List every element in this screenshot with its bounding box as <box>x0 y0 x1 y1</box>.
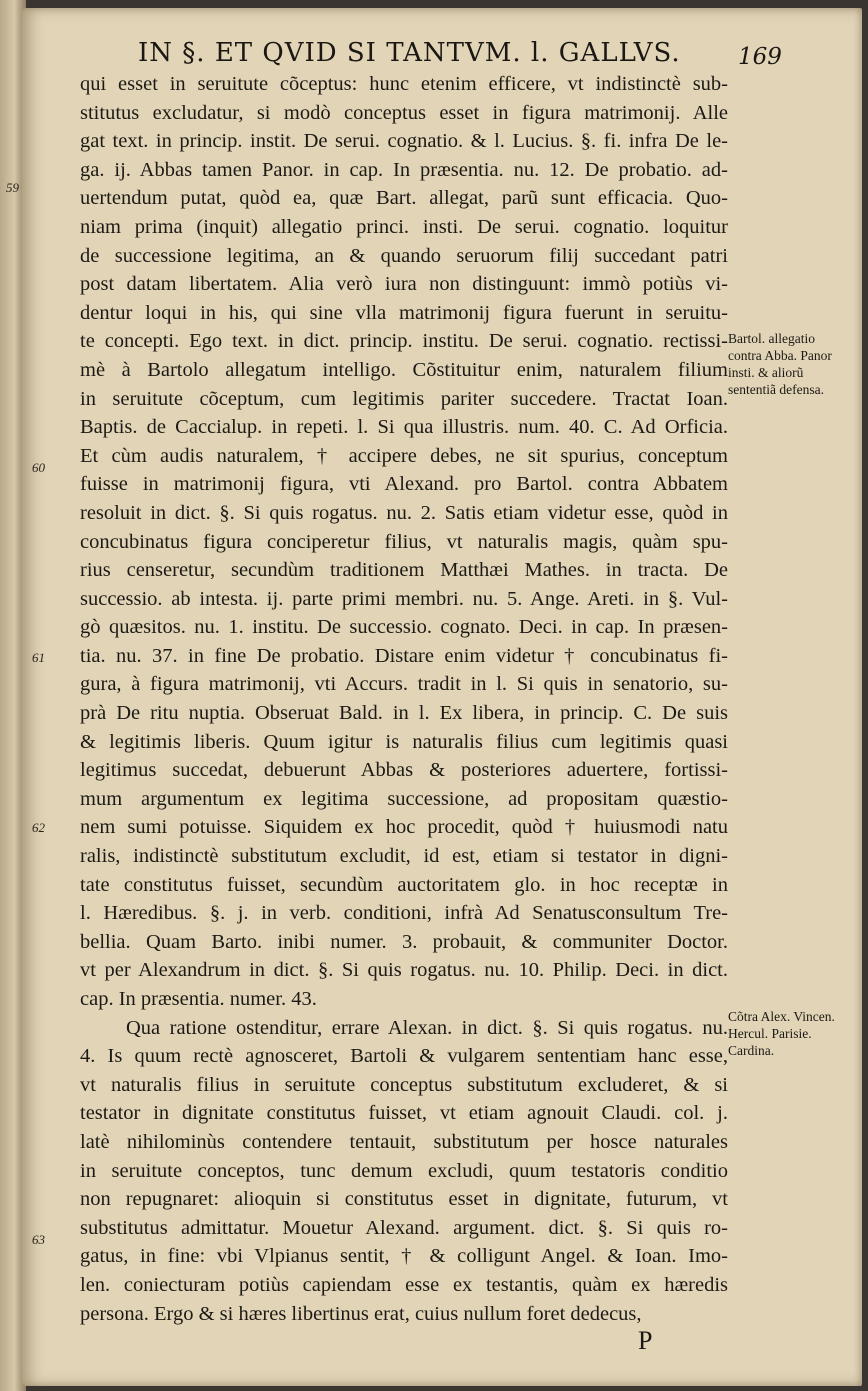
line-number: 59 <box>6 180 19 195</box>
text-line: post datam libertatem. Alia verò iura non distinguunt: immò potiùs vi- <box>80 273 728 296</box>
text-line: dentur loqui in his, qui sine vlla matrimonij figura fuerunt in seruitu- <box>80 301 728 324</box>
text-line: vt naturalis filius in seruitute conceptus substitutum excluderet, & si <box>80 1073 728 1096</box>
text-line: mè à Bartolo allegatum intelligo. Cõstituitur enim, naturalem filium <box>80 358 728 381</box>
text-line: persona. Ergo & si hæres libertinus erat, cuius nullum foret dedecus, <box>80 1302 642 1325</box>
text-line: l. Hæredibus. §. j. in verb. conditioni, infrà Ad Senatusconsultum Tre- <box>80 902 728 925</box>
text-line: tia. nu. 37. in fine De probatio. Distare enim videtur † concubinatus fi- <box>80 644 728 667</box>
text-line: fuisse in matrimonij figura, vti Alexand. pro Bartol. contra Abbatem <box>80 473 728 496</box>
text-line: nem sumi potuisse. Siquidem ex hoc procedit, quòd † huiusmodi natu <box>80 816 728 839</box>
text-line: cap. In præsentia. numer. 43. <box>80 988 317 1010</box>
text-line: gò quæsitos. nu. 1. institu. De successio. cognato. Deci. in cap. In præsen- <box>80 616 728 639</box>
text-line: ga. ij. Abbas tamen Panor. in cap. In præsentia. nu. 12. De probatio. ad- <box>80 158 728 181</box>
text-line: gatus, in fine: vbi Vlpianus sentit, † & colligunt Angel. & Ioan. Imo- <box>80 1245 728 1268</box>
signature-mark: P <box>638 1326 653 1355</box>
text-line: bellia. Quam Barto. inibi numer. 3. probauit, & communiter Doctor. <box>80 930 728 953</box>
margin-note: Cõtra Alex. Vincen. Hercul. Parisie. Cardina. <box>728 1009 835 1058</box>
main-text-block <box>80 70 728 1328</box>
line-number: 60 <box>32 460 45 475</box>
text-line: in seruitute conceptos, tunc demum excludi, quum testatoris conditio <box>80 1159 728 1182</box>
text-line: legitimus succedat, debuerunt Abbas & posteriores aduertere, fortissi- <box>80 759 728 782</box>
text-line: concubinatus figura conciperetur filius, vt naturalis magis, quàm spu- <box>80 530 728 553</box>
text-line: vt per Alexandrum in dict. §. Si quis rogatus. nu. 10. Philip. Deci. in dict. <box>80 959 728 982</box>
line-number: 62 <box>32 820 45 835</box>
text-line: in seruitute cõceptum, cum legitimis pariter succedere. Tractat Ioan. <box>80 387 728 410</box>
text-line: tate constitutus fuisset, secundùm auctoritatem glo. in hoc receptæ in <box>80 873 728 896</box>
text-line: qui esset in seruitute cõceptus: hunc etenim efficere, vt indistinctè sub- <box>80 73 728 95</box>
text-line: gat text. in princip. instit. De serui. cognatio. & l. Lucius. §. fi. infra De le- <box>80 130 728 153</box>
text-line: len. coniecturam potiùs capiendam esse ex testantis, quàm ex hæredis <box>80 1273 728 1296</box>
page-number: 169 <box>738 44 782 70</box>
text-line: prà De ritu nuptia. Obseruat Bald. in l. Ex libera, in princip. C. De suis <box>80 702 728 725</box>
text-line: testator in dignitate constitutus fuisset, vt etiam agnouit Claudi. col. j. <box>80 1102 728 1125</box>
text-line: latè nihilominùs contendere tentauit, substitutum per hosce naturales <box>80 1130 728 1153</box>
text-line: Et cùm audis naturalem, † accipere debes, ne sit spurius, conceptum <box>80 444 728 467</box>
text-line: resoluit in dict. §. Si quis rogatus. nu. 2. Satis etiam videtur esse, quòd in <box>80 501 728 524</box>
text-line: successio. ab intesta. ij. parte primi membri. nu. 5. Ange. Areti. in §. Vul- <box>80 587 728 610</box>
text-line: substitutus admittatur. Mouetur Alexand. argument. dict. §. Si quis ro- <box>80 1216 728 1239</box>
text-line: Qua ratione ostenditur, errare Alexan. in dict. §. Si quis rogatus. nu. <box>126 1016 728 1039</box>
text-line: mum argumentum ex legitima successione, ad propositam quæstio- <box>80 787 728 810</box>
text-line: 4. Is quum rectè agnosceret, Bartoli & vulgarem sententiam hanc esse, <box>80 1045 728 1068</box>
margin-note: Bartol. allegatio contra Abba. Panor insti. & aliorũ sententiã defensa. <box>728 331 832 397</box>
text-line: niam prima (inquit) allegatio princi. insti. De serui. cognatio. loquitur <box>80 215 728 238</box>
text-line: Baptis. de Caccialup. in repeti. l. Si qua illustris. num. 40. C. Ad Orficia. <box>80 416 728 439</box>
text-line: uertendum putat, quòd ea, quæ Bart. allegat, parũ sunt efficacia. Quo- <box>80 187 728 210</box>
book-page <box>6 8 862 1386</box>
text-line: gura, à figura matrimonij, vti Accurs. tradit in l. Si quis in senatorio, su- <box>80 673 728 696</box>
text-line: & legitimis liberis. Quum igitur is naturalis filius cum legitimis quasi <box>80 730 728 753</box>
text-line: ralis, indistinctè substitutum excludit, id est, etiam si testator in digni- <box>80 845 728 868</box>
text-line: te concepti. Ego text. in dict. princip. institu. De serui. cognatio. rectissi- <box>80 330 728 353</box>
text-line: rius censeretur, secundùm traditionem Matthæi Mathes. in tracta. De <box>80 559 728 582</box>
line-number: 61 <box>32 650 45 665</box>
text-line: stitutus excludatur, si modò conceptus esset in figura matrimonij. Alle <box>80 101 728 124</box>
running-head: IN §. ET QVID SI TANTVM. l. GALLVS. <box>138 38 681 68</box>
text-line: de successione legitima, an & quando seruorum filij succedant patri <box>80 244 728 267</box>
line-number: 63 <box>32 1232 45 1247</box>
text-line: non repugnaret: alioquin si constitutus esset in dignitate, futurum, vt <box>80 1188 728 1211</box>
